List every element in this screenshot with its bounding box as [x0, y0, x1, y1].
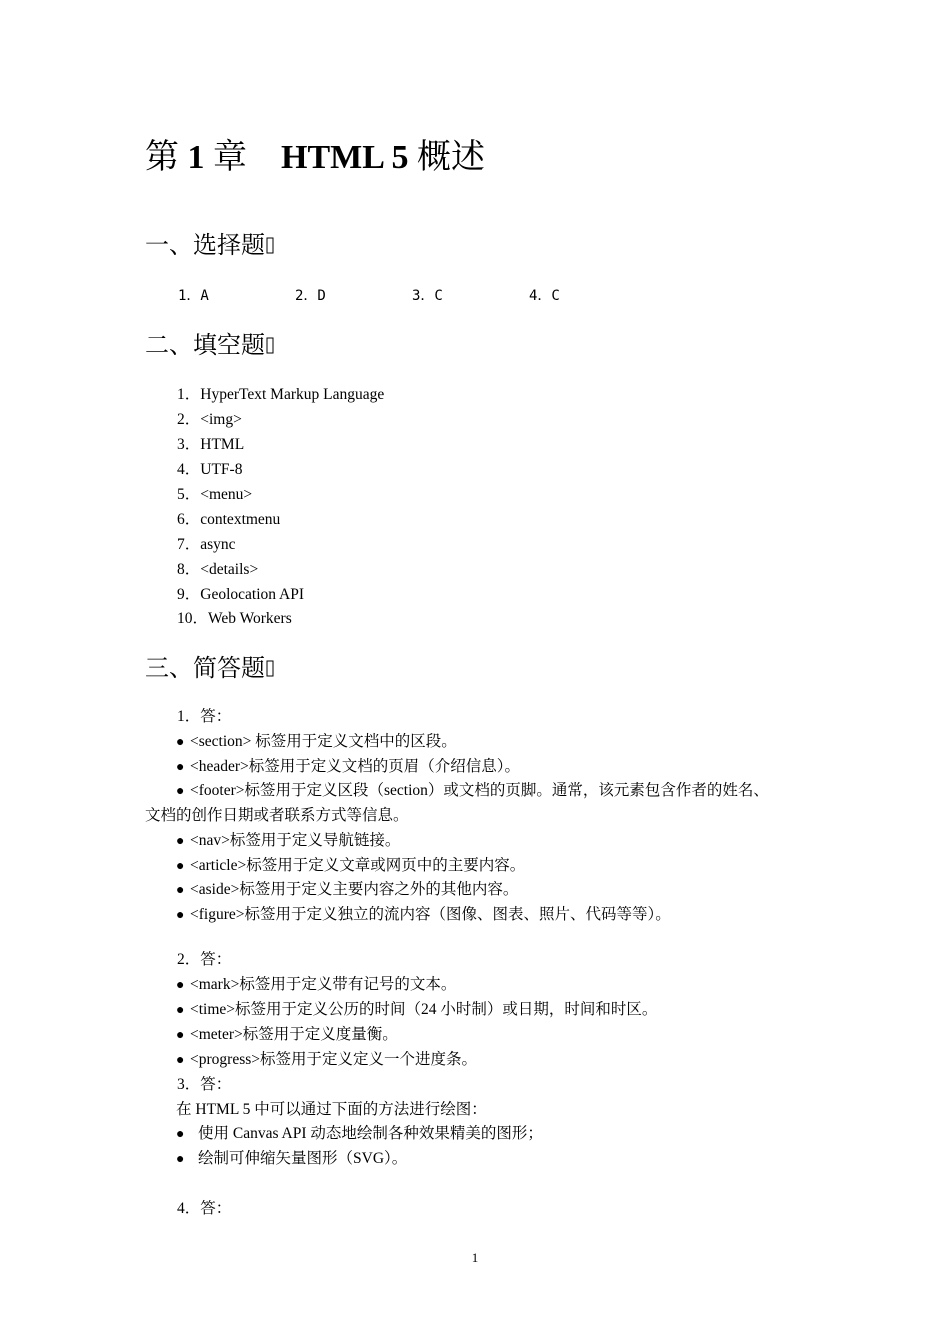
- question-label: 1．答：: [177, 708, 232, 725]
- section-heading-text: 三、简答题: [145, 656, 265, 682]
- bullet-text: <header>标签用于定义文档的页眉（介绍信息）。: [190, 758, 521, 775]
- black-circle-bullet-icon: ●: [176, 883, 185, 898]
- bullet-text: <progress>标签用于定义定义一个进度条。: [190, 1051, 478, 1068]
- bullet-text: 绘制可伸缩矢量图形（SVG）。: [198, 1150, 408, 1167]
- black-circle-bullet-icon: ●: [176, 978, 185, 993]
- bullet-item: [176, 1050, 477, 1071]
- question-label: 3．答：: [177, 1076, 232, 1093]
- bullet-continuation: 文档的创作日期或者联系方式等信息。: [145, 807, 409, 824]
- section-heading-fill: [145, 331, 275, 361]
- bullet-item: [176, 1000, 657, 1021]
- bullet-text: <nav>标签用于定义导航链接。: [190, 832, 401, 849]
- bullet-item: [176, 1149, 407, 1170]
- black-circle-bullet-icon: ●: [176, 1127, 185, 1142]
- answer-intro: 在 HTML 5 中可以通过下面的方法进行绘图：: [176, 1101, 487, 1118]
- chapter-word: 章: [213, 139, 247, 176]
- question-label: 2．答：: [177, 951, 232, 968]
- fill-answer: 6．contextmenu: [177, 511, 281, 528]
- black-circle-bullet-icon: ●: [176, 1152, 185, 1167]
- bullet-text: <section> 标签用于定义文档中的区段。: [190, 733, 457, 750]
- section-heading-choice: [145, 231, 275, 261]
- bullet-text: <meter>标签用于定义度量衡。: [190, 1026, 398, 1043]
- black-circle-bullet-icon: ●: [176, 1053, 185, 1068]
- fill-answer: 8．<details>: [177, 561, 259, 578]
- fill-answer: 1．HyperText Markup Language: [177, 386, 385, 403]
- bullet-item: [176, 905, 671, 926]
- choice-answer: 1．A: [178, 288, 209, 304]
- bullet-item: [176, 856, 525, 877]
- black-circle-bullet-icon: ●: [176, 908, 185, 923]
- section-heading-text: 一、选择题: [145, 233, 265, 259]
- bullet-text: <mark>标签用于定义带有记号的文本。: [190, 976, 457, 993]
- black-circle-bullet-icon: ●: [176, 760, 185, 775]
- missing-glyph-box-icon: [266, 660, 275, 678]
- black-circle-bullet-icon: ●: [176, 834, 185, 849]
- chapter-title: [145, 134, 485, 182]
- chapter-title-bold: HTML 5: [281, 139, 409, 176]
- fill-answer: 10．Web Workers: [177, 610, 292, 627]
- fill-answer: 4．UTF-8: [177, 461, 243, 478]
- bullet-item: [176, 1124, 543, 1145]
- section-heading-short: [145, 654, 275, 684]
- choice-answer: 3．C: [412, 288, 443, 304]
- bullet-item: [176, 831, 400, 852]
- fill-answer: 2．<img>: [177, 411, 242, 428]
- chapter-title-rest: 概述: [408, 139, 486, 176]
- bullet-item: [176, 757, 520, 778]
- black-circle-bullet-icon: ●: [176, 784, 185, 799]
- black-circle-bullet-icon: ●: [176, 859, 185, 874]
- chapter-number: 1: [187, 139, 205, 176]
- fill-answer: 9．Geolocation API: [177, 586, 304, 603]
- missing-glyph-box-icon: [266, 237, 275, 255]
- choice-answer: 4．C: [529, 288, 560, 304]
- bullet-item: [176, 975, 456, 996]
- question-label: 4．答：: [177, 1200, 232, 1217]
- fill-answer: 7．async: [177, 536, 236, 553]
- bullet-item: [176, 1025, 398, 1046]
- bullet-text: 使用 Canvas API 动态地绘制各种效果精美的图形；: [198, 1125, 543, 1142]
- missing-glyph-box-icon: [266, 337, 275, 355]
- page-number: 1: [471, 1250, 479, 1265]
- bullet-text: <time>标签用于定义公历的时间（24 小时制）或日期，时间和时区。: [190, 1001, 658, 1018]
- chapter-prefix: 第: [145, 139, 179, 176]
- bullet-item: [176, 732, 457, 753]
- bullet-item: [176, 781, 769, 802]
- bullet-text: <figure>标签用于定义独立的流内容（图像、图表、照片、代码等等）。: [190, 906, 671, 923]
- fill-answer: 3．HTML: [177, 436, 245, 453]
- black-circle-bullet-icon: ●: [176, 1003, 185, 1018]
- bullet-text: <aside>标签用于定义主要内容之外的其他内容。: [190, 881, 519, 898]
- choice-answer: 2．D: [295, 288, 326, 304]
- bullet-item: [176, 880, 518, 901]
- black-circle-bullet-icon: ●: [176, 1028, 185, 1043]
- section-heading-text: 二、填空题: [145, 333, 265, 359]
- black-circle-bullet-icon: ●: [176, 735, 185, 750]
- fill-answer: 5．<menu>: [177, 486, 253, 503]
- bullet-text: <article>标签用于定义文章或网页中的主要内容。: [190, 857, 526, 874]
- bullet-text: <footer>标签用于定义区段（section）或文档的页脚。通常，该元素包含作者的姓名、: [190, 782, 769, 799]
